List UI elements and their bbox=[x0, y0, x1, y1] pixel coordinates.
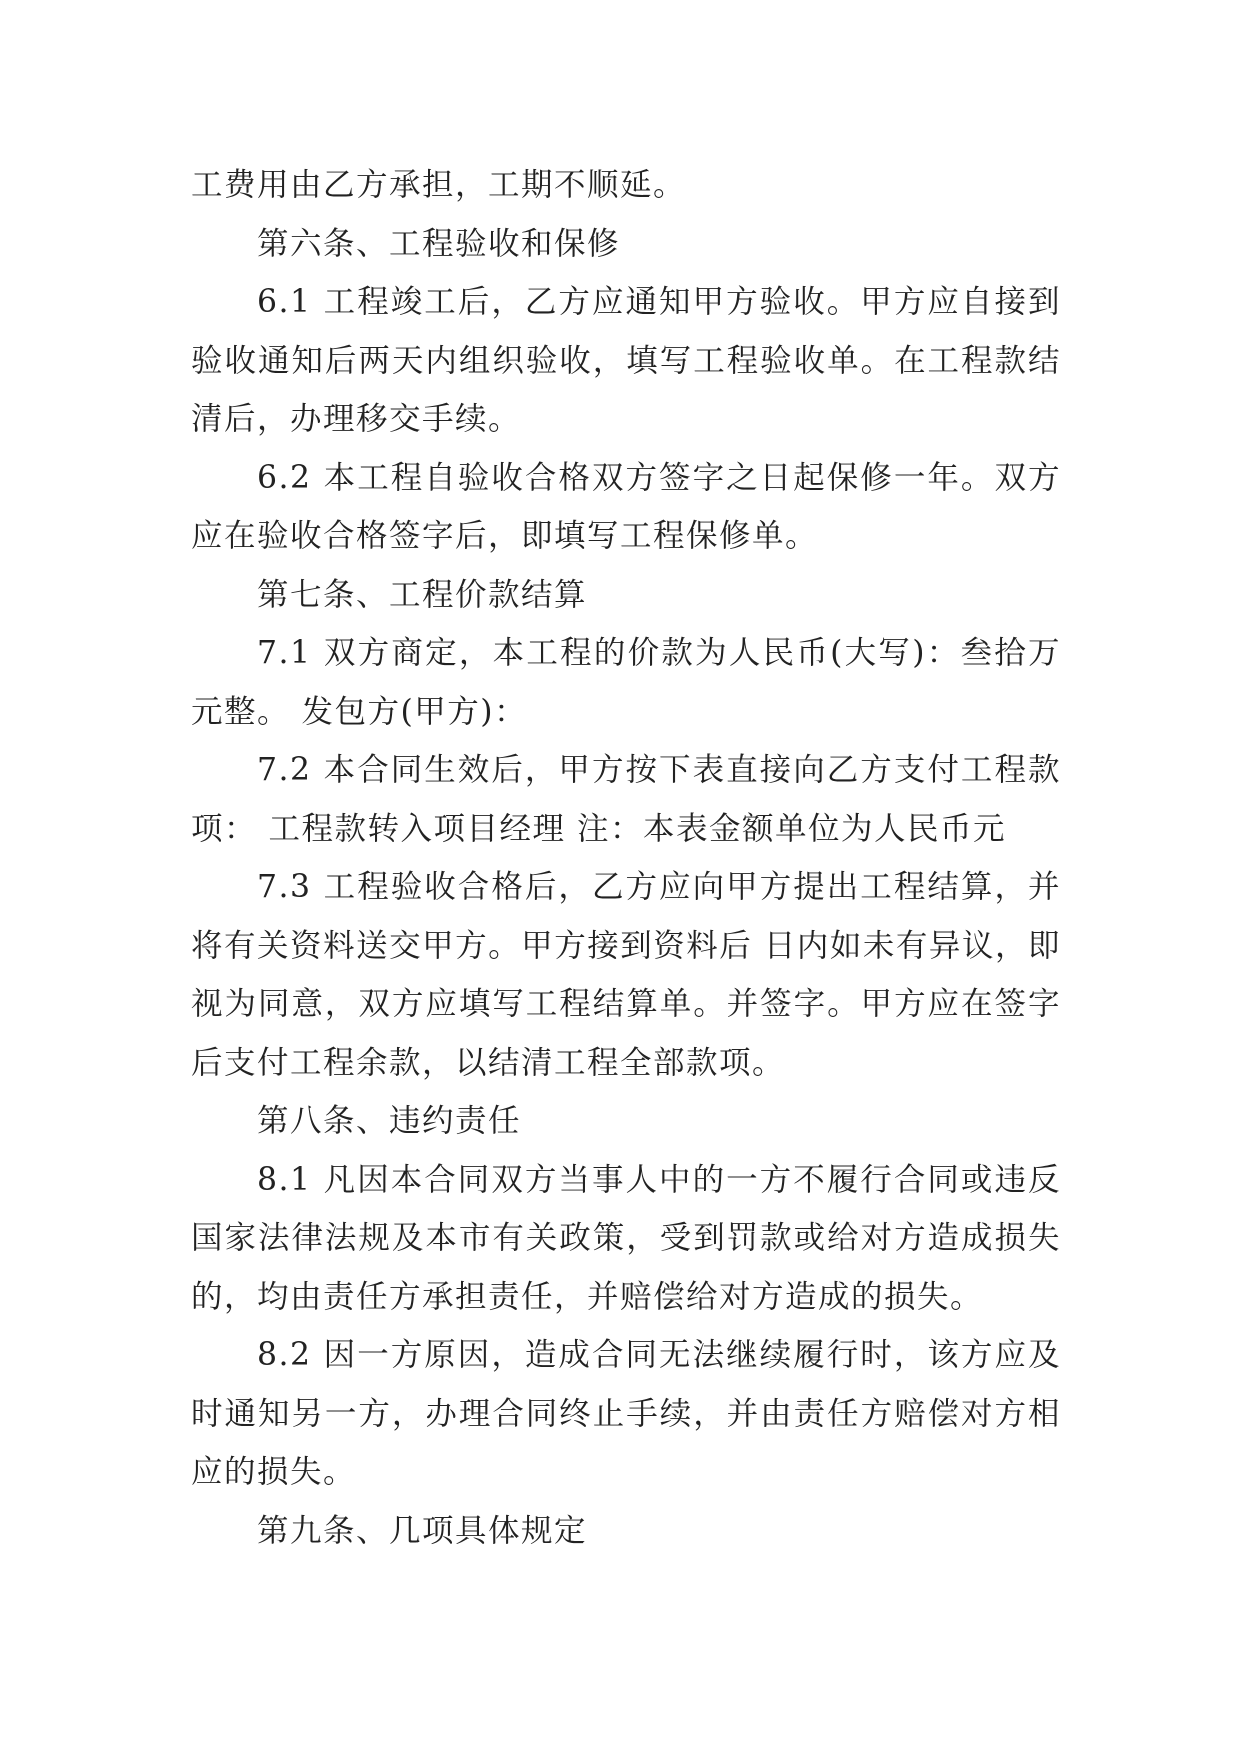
clause-7-3: 7.3 工程验收合格后，乙方应向甲方提出工程结算，并将有关资料送交甲方。甲方接到资料后 日内如未有异议，即视为同意，双方应填写工程结算单。并签字。甲方应在签字后支付工程余款，以结清工程全部款项。 bbox=[191, 869, 1061, 1081]
heading-article-8: 第八条、违约责任 bbox=[257, 1103, 522, 1139]
clause-7-2: 7.2 本合同生效后，甲方按下表直接向乙方支付工程款项： 工程款转入项目经理 注：本表金额单位为人民币元 bbox=[191, 752, 1061, 847]
heading-article-7: 第七条、工程价款结算 bbox=[257, 576, 588, 613]
clause-7-1: 7.1 双方商定，本工程的价款为人民币(大写)：叁拾万元整。 发包方(甲方)： bbox=[191, 635, 1061, 730]
clause-8-1: 8.1 凡因本合同双方当事人中的一方不履行合同或违反国家法律法规及本市有关政策，受到罚款或给对方造成损失的，均由责任方承担责任，并赔偿给对方造成的损失。 bbox=[191, 1161, 1061, 1315]
clause-6-1: 6.1 工程竣工后，乙方应通知甲方验收。甲方应自接到验收通知后两天内组织验收，填写工程验收单。在工程款结清后，办理移交手续。 bbox=[191, 284, 1061, 437]
clause-8-2: 8.2 因一方原因，造成合同无法继续履行时，该方应及时通知另一方，办理合同终止手续，并由责任方赔偿对方相应的损失。 bbox=[191, 1337, 1061, 1490]
heading-article-9: 第九条、几项具体规定 bbox=[257, 1512, 588, 1549]
document-body bbox=[191, 156, 1061, 1560]
paragraph-continuation: 工费用由乙方承担，工期不顺延。 bbox=[191, 167, 687, 203]
clause-6-2: 6.2 本工程自验收合格双方签字之日起保修一年。双方应在验收合格签字后，即填写工程保修单。 bbox=[191, 459, 1061, 554]
heading-article-6: 第六条、工程验收和保修 bbox=[257, 225, 621, 262]
